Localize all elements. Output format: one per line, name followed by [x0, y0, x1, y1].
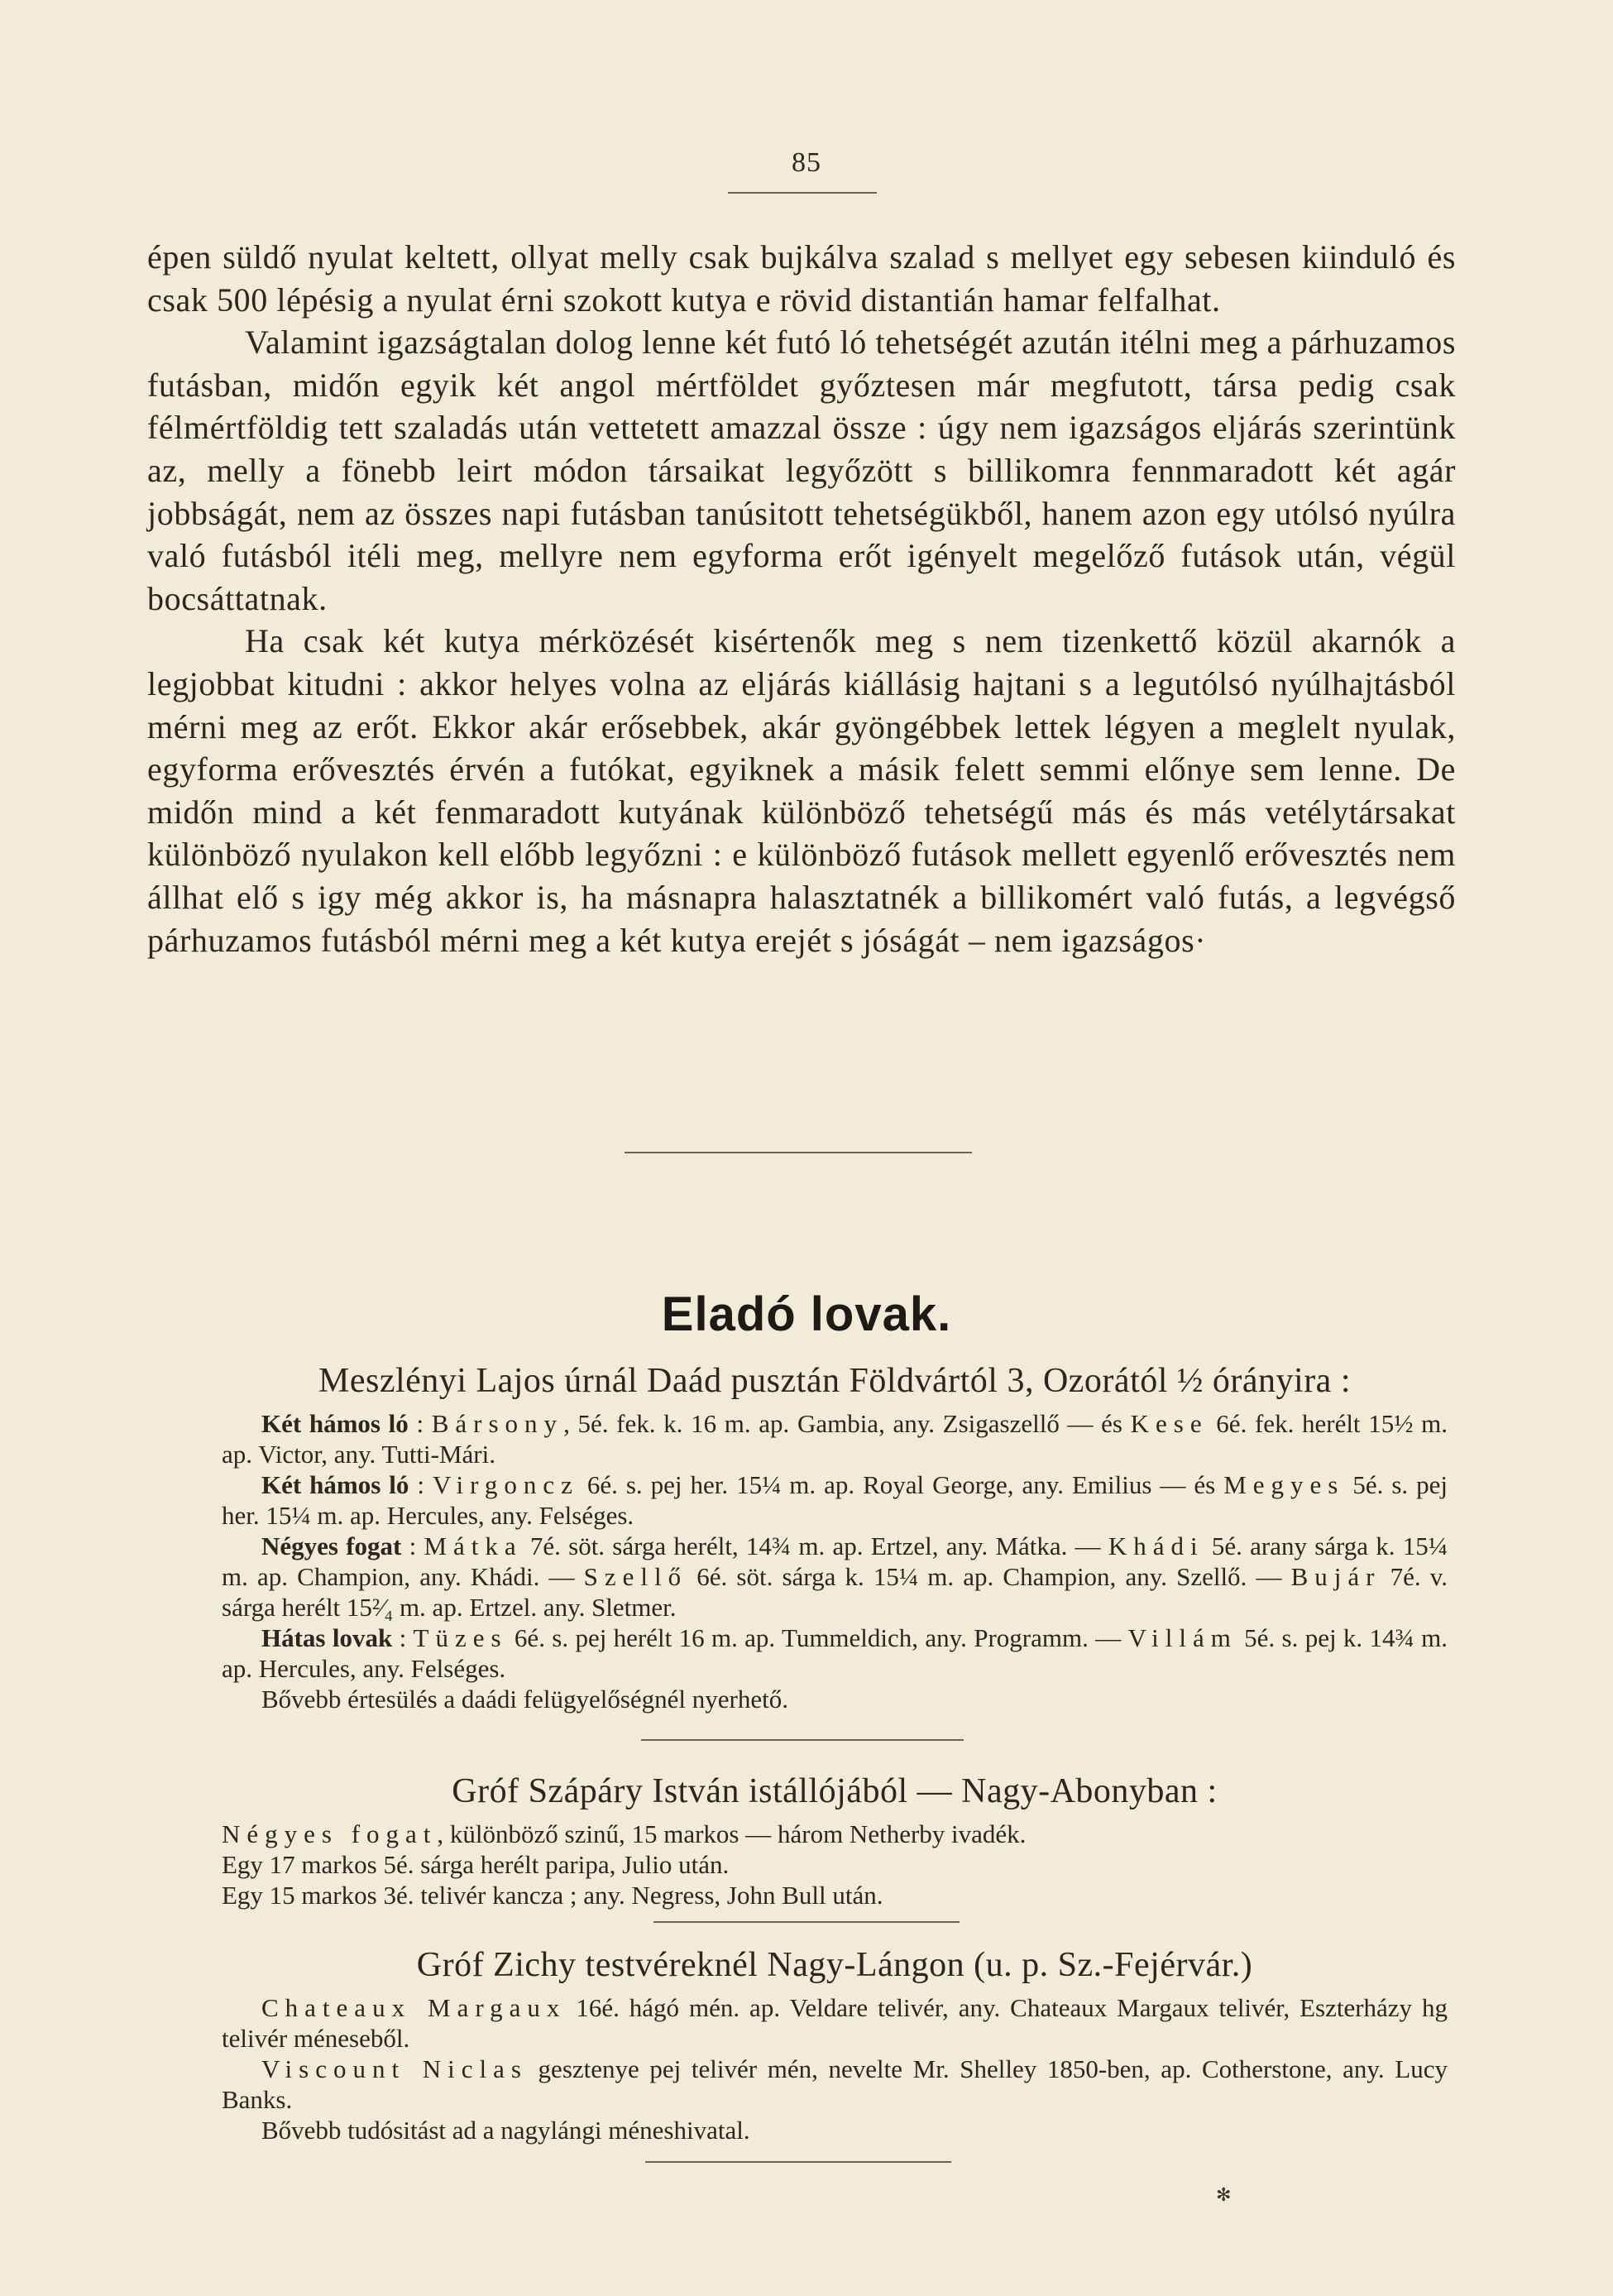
item-text: 7é. söt. sárga herélt, 14¾ m. ap. Ertzel, any. Mátka. — — [522, 1531, 1108, 1560]
ad-item — [222, 1992, 1448, 2054]
horse-name: Chateaux Margaux — [261, 1993, 567, 2022]
paragraph-2: Valamint igazságtalan dolog lenne két futó ló tehetségét azután itélni meg a párhuzamos futásban, midőn egyik két angol mértföldet győztesen már megfutott, társa pedig csak félmértföldig tett szaladás után vettetett amazzal össze : úgy nem igazságos eljárás szerintünk az, melly a fönebb leirt módon társaikat legyőzött s billikomra fennmaradott két agár jobbságát, nem az összes napi futásban tanúsitott tehetségükből, hanem azon egy utólsó nyúlra való futásból itéli meg, mellyre nem egyforma erőt igényelt megelőző futások után, végül bocsáttatnak. — [147, 324, 1456, 617]
item-text: 6é. s. pej her. 15¼ m. ap. Royal George, any. Emilius — és — [578, 1470, 1224, 1499]
item-label: Két hámos ló — [261, 1409, 409, 1438]
item-text: 5é. arany sárga k. 15¼ m. ap. Champion, any. Khádi. — — [222, 1531, 1448, 1591]
horse-name: Mátka — [424, 1531, 523, 1560]
ad-item — [222, 1819, 1448, 1849]
ad-footer: Bővebb tudósitást ad a nagylángi méneshivatal. — [261, 2116, 750, 2145]
item-text: , 5é. fek. k. 16 m. ap. Gambia, any. Zsigaszellő — és — [563, 1409, 1131, 1438]
essay-text — [147, 236, 1456, 961]
header-rule — [728, 192, 877, 194]
horse-name: Villám — [1127, 1623, 1237, 1652]
ad-divider — [641, 1739, 964, 1741]
bottom-rule — [645, 2161, 951, 2163]
printer-mark: ✻ — [1216, 2184, 1232, 2205]
item-text: 6é. s. pej herélt 16 m. ap. Tummeldich, any. Programm. — — [507, 1623, 1128, 1652]
ad-heading: Gróf Zichy testvéreknél Nagy-Lángon (u. p. Sz.-Fejérvár.) — [416, 1946, 1253, 1984]
ad-item — [222, 2054, 1448, 2115]
paragraph-1: épen süldő nyulat keltett, ollyat melly csak bujkálva szalad s mellyet egy sebesen kiinduló és csak 500 lépésig a nyulat érni szokott kutya e rövid distantián hamar felfalhat. — [147, 238, 1456, 319]
item-text: 5é. s. pej k. 14¾ m. ap. Hercules, any. Felséges. — [222, 1623, 1448, 1683]
ad-heading: Meszlényi Lajos úrnál Daád pusztán Földvártól 3, Ozorától ½ órányira : — [318, 1362, 1351, 1400]
ad-item: Egy 15 markos 3é. telivér kancza ; any. Negress, John Bull után. — [222, 1881, 883, 1910]
ads-title: Eladó lovak. — [661, 1287, 952, 1341]
ad-footer: Bővebb értesülés a daádi felügyelőségnél nyerhető. — [261, 1685, 788, 1714]
page-number: 85 — [792, 147, 821, 178]
item-text: 7é. v. sárga herélt 15²⁄₄ m. ap. Ertzel. any. Sletmer. — [222, 1562, 1448, 1622]
item-text: gesztenye pej telivér mén, nevelte Mr. Shelley 1850-ben, ap. Cotherstone, any. Lucy Banks. — [222, 2054, 1448, 2114]
item-text: 6é. fek. herélt 15½ m. ap. Victor, any. Tutti-Mári. — [222, 1409, 1448, 1469]
ad-zichy — [222, 1943, 1448, 2145]
ad-heading: Gróf Szápáry István istállójából — Nagy-Abonyban : — [452, 1772, 1218, 1810]
ad-szapary — [222, 1769, 1448, 1910]
horse-name: Bujár — [1290, 1562, 1381, 1591]
section-divider — [625, 1152, 972, 1153]
item-text: 5é. s. pej her. 15¼ m. ap. Hercules, any. Felséges. — [222, 1470, 1448, 1530]
paragraph-3: Ha csak két kutya mérközését kisértenők meg s nem tizenkettő közül akarnók a legjobbat kitudni : akkor helyes volna az eljárás kiállásig hajtani s a legutólsó nyúlhajtásból mérni meg az erőt. Ekkor akár erősebbek, akár gyöngébbek lettek légyen a meglelt nyulak, egyforma erővesztés érvén a futókat, egyiknek a másik felett semmi előnye sem lenne. De midőn mind a két fenmaradott kutyának különböző tehetségű más és más vetélytársakat különböző nyulakon kell előbb legyőzni : e különböző futások mellett egyenlő erővesztés nem állhat elő s igy még akkor is, ha másnapra halasztatnék a billikomért való futás, a legvégső párhuzamos futásból mérni meg a két kutya erejét s jóságát – nem igazságos· — [147, 622, 1456, 959]
horse-name: Virgoncz — [432, 1470, 579, 1499]
ad-item: Két hámos ló : Virgoncz 6é. s. pej her. 15¼ m. ap. Royal George, any. Emilius — és Megyes 5é. s. pej her. 15¼ m. ap. Hercules, any. Felséges. — [222, 1470, 1448, 1530]
ad-divider — [653, 1921, 960, 1923]
horse-name: Tüzes — [413, 1623, 508, 1652]
ad-item: Egy 17 markos 5é. sárga herélt paripa, Julio után. — [222, 1850, 730, 1879]
horse-name: Megyes — [1223, 1470, 1345, 1499]
item-text: 16é. hágó mén. ap. Veldare telivér, any. Chateaux Margaux telivér, Eszterházy hg telivér méneseből. — [222, 1993, 1448, 2053]
horse-name: Khádi — [1108, 1531, 1204, 1560]
horse-name: Bársony — [431, 1409, 564, 1438]
ad-meszlenyi — [222, 1359, 1448, 1714]
horse-name: Szellő — [583, 1562, 688, 1591]
item-label: Két hámos ló — [261, 1470, 409, 1499]
item-label: Hátas lovak — [261, 1623, 393, 1652]
item-label: Négyes fogat — [261, 1531, 402, 1560]
ad-item: Négyes fogat : Mátka 7é. söt. sárga herélt, 14¾ m. ap. Ertzel, any. Mátka. — Khádi 5é. arany sárga k. 15¼ m. ap. Champion, any. Khádi. — Szellő 6é. söt. sárga k. 15¼ m. ap. Champion, any. Szellő. — Bujár 7é. v. sárga herélt 15²⁄₄ m. ap. Ertzel. any. Sletmer. — [222, 1531, 1448, 1622]
horse-name: Kese — [1130, 1409, 1209, 1438]
item-text: 6é. söt. sárga k. 15¼ m. ap. Champion, any. Szellő. — — [687, 1562, 1291, 1591]
item-spaced-label: Négyes fogat — [222, 1819, 438, 1848]
ad-item: Hátas lovak : Tüzes 6é. s. pej herélt 16 m. ap. Tummeldich, any. Programm. — Villám 5é. s. pej k. 14¾ m. ap. Hercules, any. Felséges. — [222, 1623, 1448, 1683]
horse-name: Viscount Niclas — [261, 2054, 528, 2083]
item-text: , különböző szinű, 15 markos — három Netherby ivadék. — [437, 1819, 1027, 1848]
ad-item: Két hámos ló : Bársony, 5é. fek. k. 16 m. ap. Gambia, any. Zsigaszellő — és Kese 6é. fek. herélt 15½ m. ap. Victor, any. Tutti-Mári. — [222, 1409, 1448, 1469]
